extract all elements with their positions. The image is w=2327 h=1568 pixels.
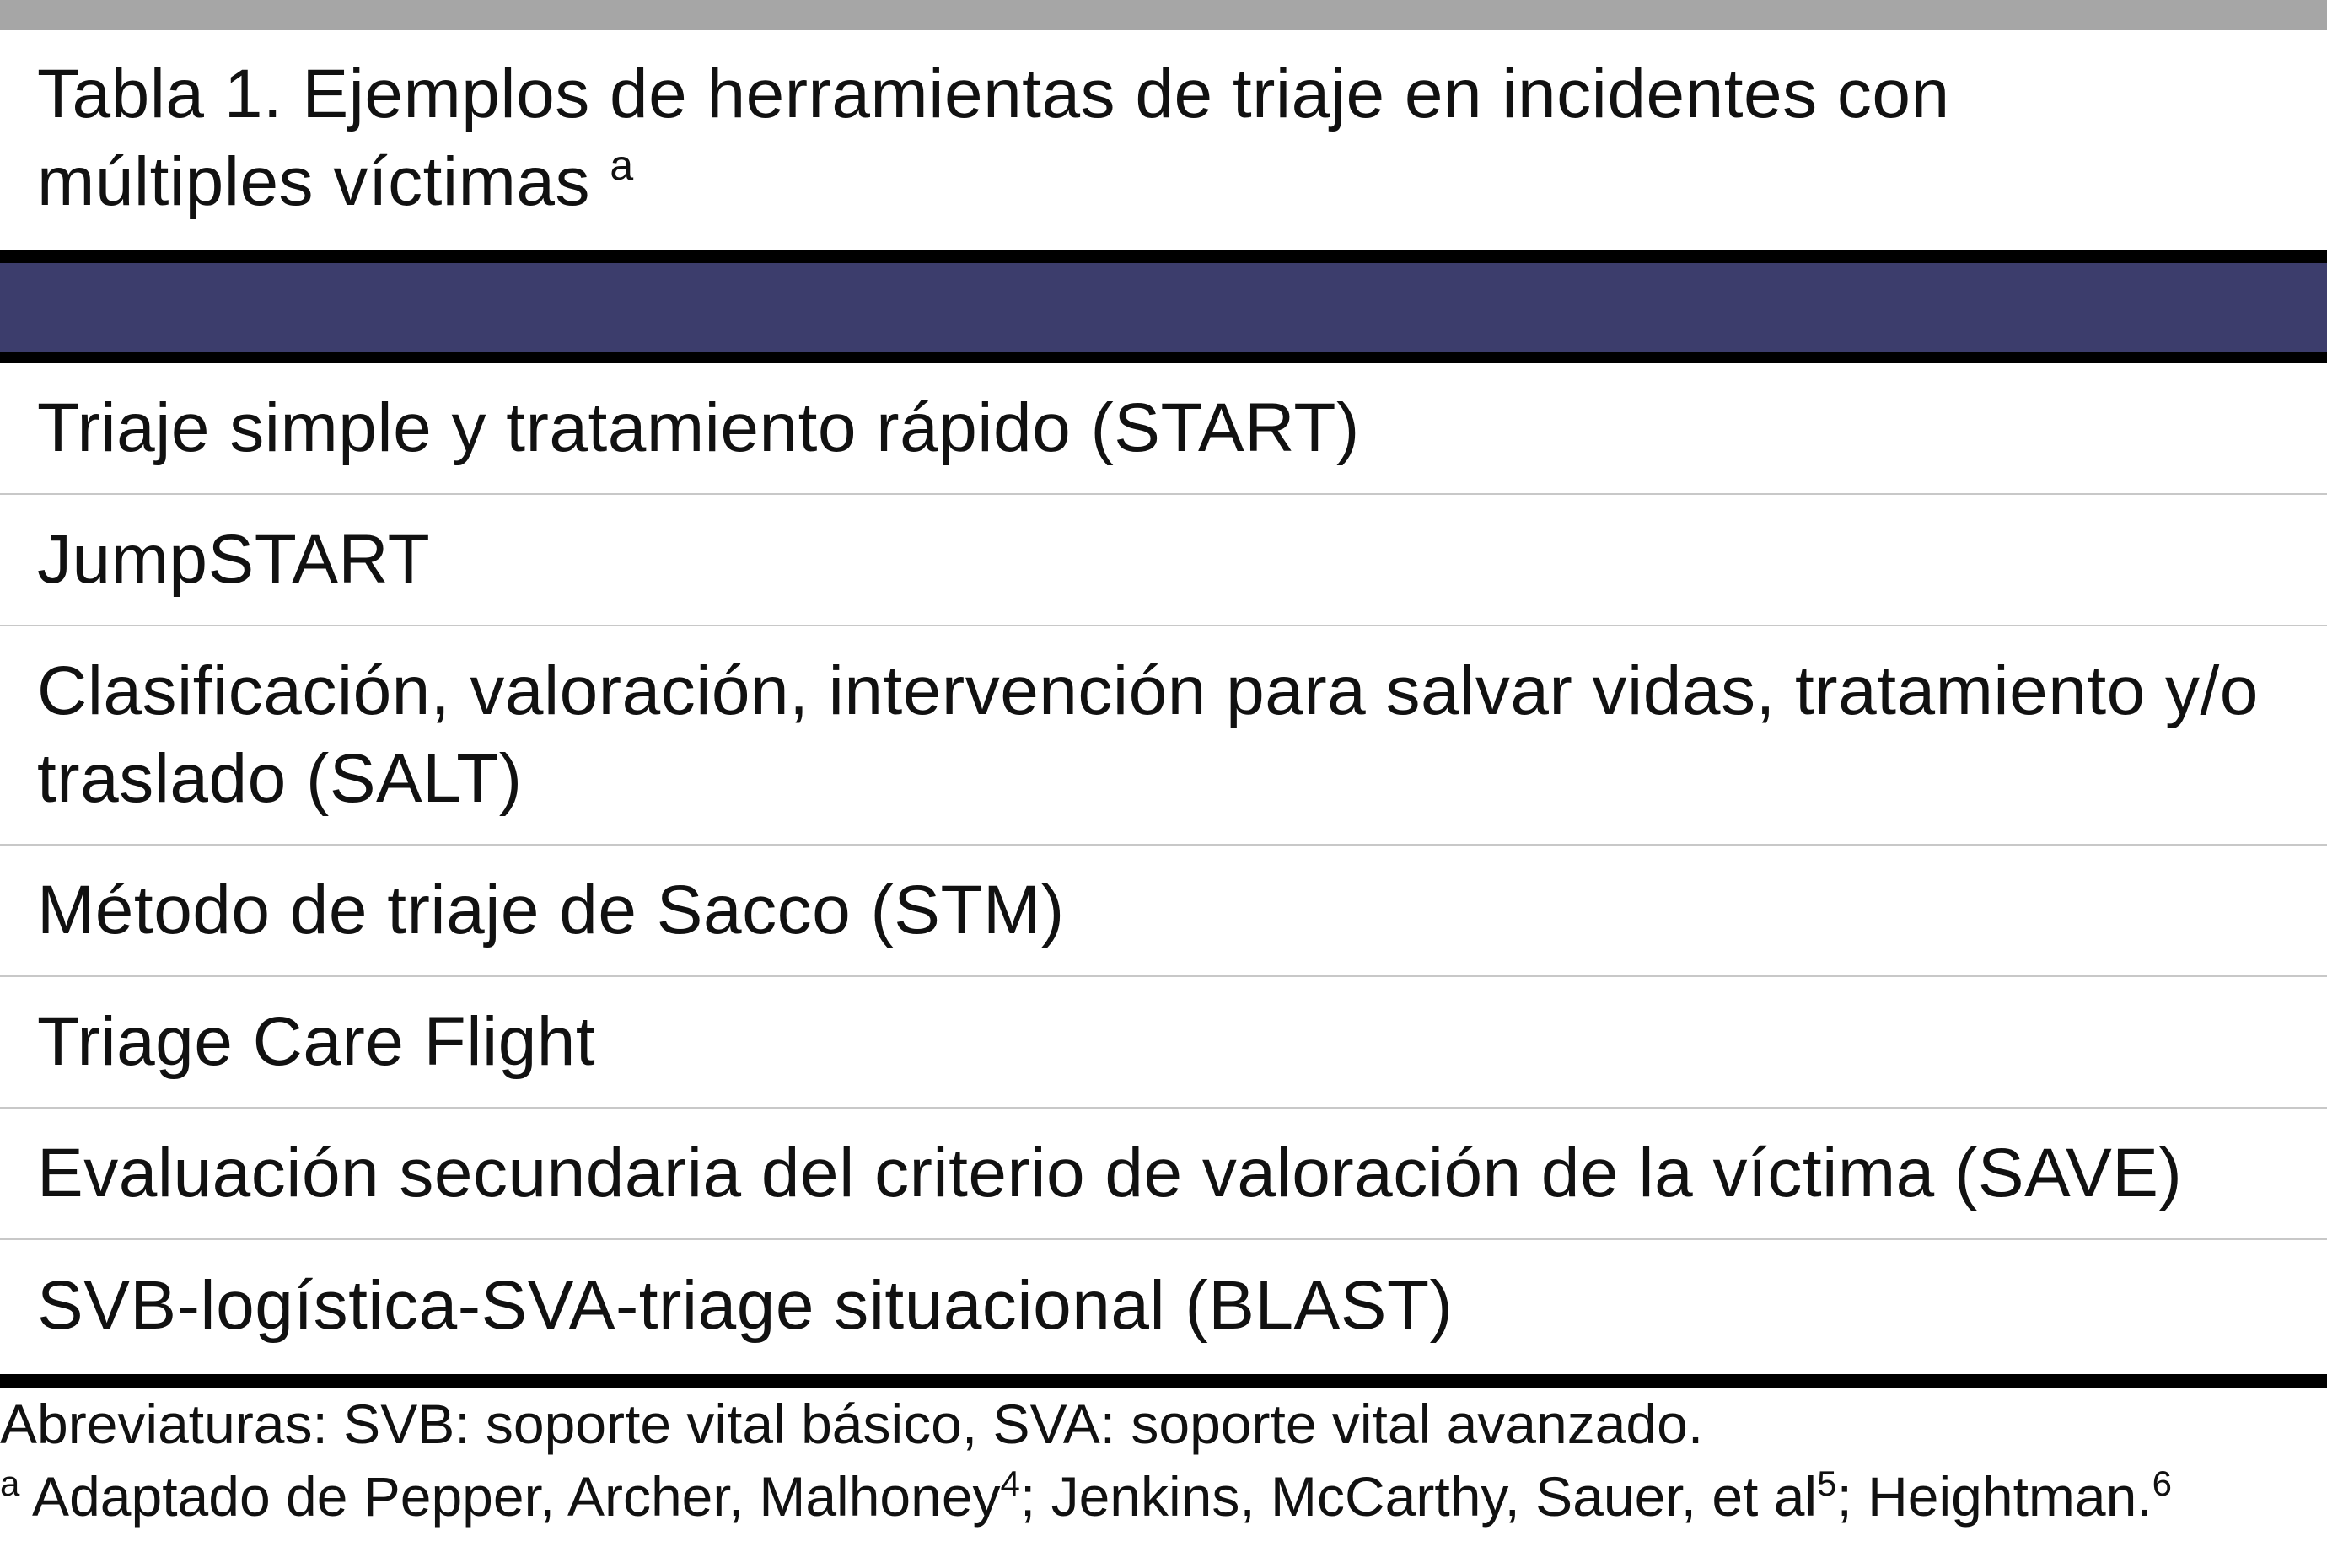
caption-label: Tabla 1. [37, 56, 283, 132]
table-header-rule [0, 352, 2327, 363]
table-body [0, 363, 2327, 1372]
table-cell: JumpSTART [37, 521, 431, 598]
reference-superscript: 6 [2152, 1463, 2172, 1503]
table-cell: Triage Care Flight [37, 1003, 596, 1080]
table-footnotes [0, 1388, 2327, 1533]
source-note-marker: a [0, 1463, 20, 1503]
reference-superscript: 5 [1817, 1463, 1837, 1503]
table-cell: Clasificación, valoración, intervención para salvar vidas, tratamiento y/o traslado (SALT) [37, 652, 2259, 817]
table-cell: Método de triaje de Sacco (STM) [37, 872, 1065, 948]
table-row [0, 626, 2327, 846]
caption-footnote-marker: a [610, 142, 634, 189]
table-header-band [0, 263, 2327, 352]
reference-superscript: 4 [1000, 1463, 1020, 1503]
table-row [0, 846, 2327, 977]
table-row [0, 1109, 2327, 1240]
top-gray-strip [0, 0, 2327, 30]
source-note: $^a$ Adaptado de Pepper, Archer, Malhoney$^4$; Jenkins, McCarthy, Sauer, et $al^5$; Heightman.$^6$ [0, 1463, 2172, 1528]
table-cell: Triaje simple y tratamiento rápido (START) [37, 389, 1360, 466]
abbreviations-note: Abreviaturas: SVB: soporte vital básico, SVA: soporte vital avanzado. [0, 1393, 1704, 1455]
table-bottom-rule [0, 1374, 2327, 1388]
table-cell: Evaluación secundaria del criterio de valoración de la víctima (SAVE) [37, 1135, 2183, 1211]
table-caption [37, 51, 2229, 226]
table-top-rule [0, 250, 2327, 263]
table-row [0, 363, 2327, 495]
table-row [0, 977, 2327, 1109]
table-row [0, 1240, 2327, 1372]
caption-text: Ejemplos de herramientas de triaje en incidentes con múltiples víctimas [37, 56, 1950, 220]
table-cell: SVB-logística-SVA-triage situacional (BLAST) [37, 1267, 1454, 1344]
table-row [0, 495, 2327, 626]
